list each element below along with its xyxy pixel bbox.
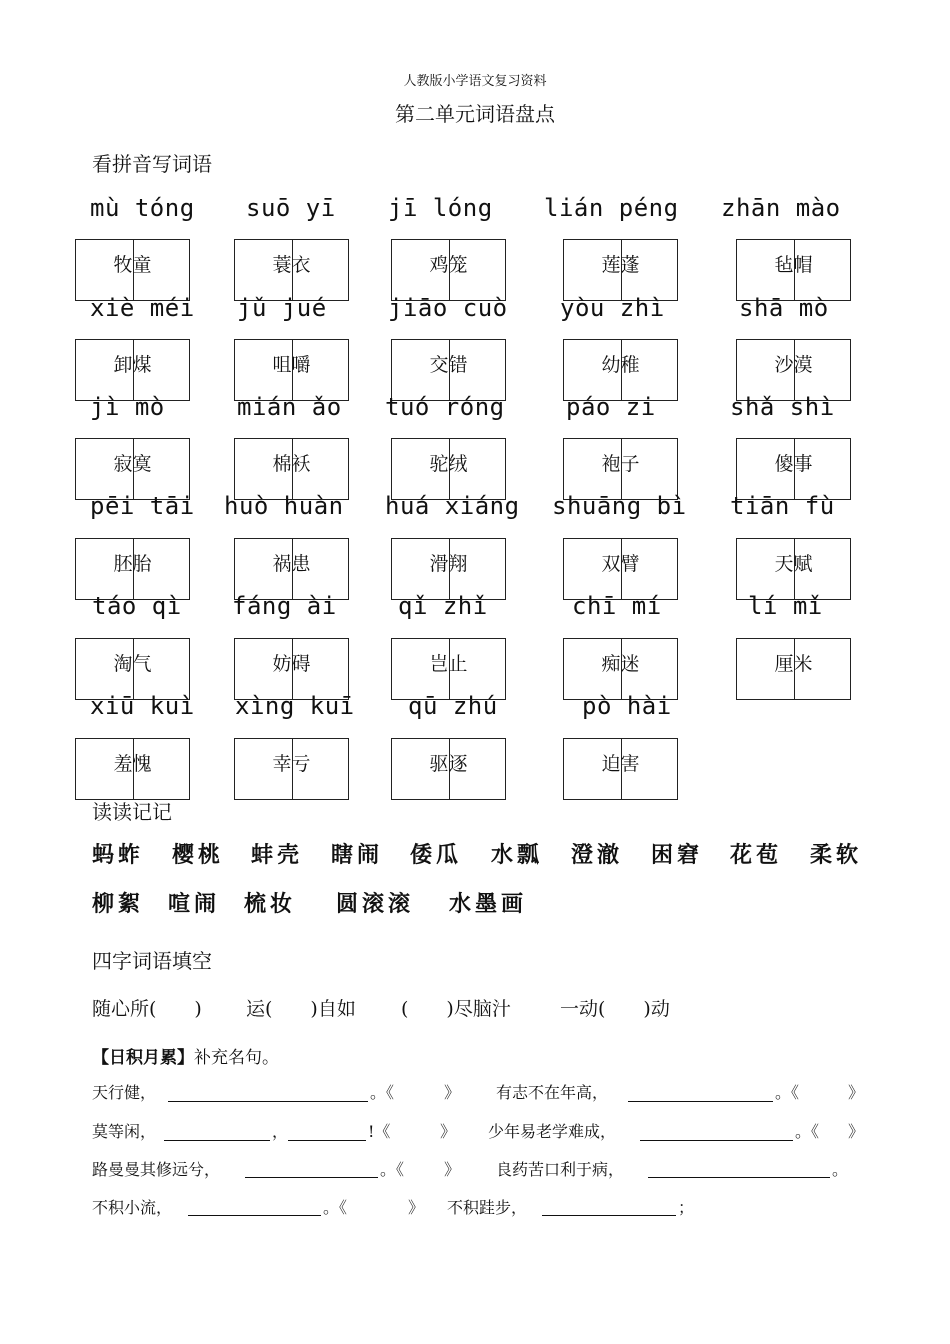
answer-text: 沙漠 xyxy=(774,354,813,376)
read-word: 圆滚滚 xyxy=(336,892,415,917)
answer-text: 岂止 xyxy=(429,653,468,675)
answer-text: 棉袄 xyxy=(272,453,311,475)
read-word: 蚌壳 xyxy=(251,843,304,868)
verse-punct: 。 xyxy=(832,1160,849,1179)
answer-box[interactable] xyxy=(75,339,190,401)
answer-box[interactable] xyxy=(736,638,851,700)
fill-item[interactable]: ( )尽脑汁 xyxy=(401,998,511,1020)
read-word: 蚂蚱 xyxy=(92,843,145,868)
pinyin-label: tiān fù xyxy=(730,492,835,520)
answer-box[interactable] xyxy=(736,538,851,600)
pinyin-label: lián péng xyxy=(544,194,679,222)
answer-box[interactable] xyxy=(391,538,506,600)
answer-box[interactable] xyxy=(234,239,349,301)
answer-box[interactable] xyxy=(75,239,190,301)
pinyin-label: shuāng bì xyxy=(552,492,687,520)
pinyin-label: chī mí xyxy=(572,592,662,620)
read-word: 倭瓜 xyxy=(410,843,463,868)
pinyin-label: qǐ zhǐ xyxy=(398,592,488,620)
answer-text: 驼绒 xyxy=(429,453,468,475)
fill-item[interactable]: 一动( )动 xyxy=(560,998,670,1020)
answer-text: 淘气 xyxy=(113,653,152,675)
answer-text: 幼稚 xyxy=(601,354,640,376)
verse-prompt: 路曼曼其修远兮， xyxy=(92,1160,221,1179)
verse-punct: 。《 xyxy=(380,1160,405,1179)
answer-blank[interactable] xyxy=(188,1215,321,1216)
read-word: 樱桃 xyxy=(172,843,225,868)
pinyin-label: lí mǐ xyxy=(748,592,823,620)
answer-box[interactable] xyxy=(563,638,678,700)
answer-box[interactable] xyxy=(736,438,851,500)
read-word: 瞎闹 xyxy=(331,843,384,868)
answer-box[interactable] xyxy=(391,638,506,700)
answer-blank[interactable] xyxy=(164,1140,270,1141)
answer-text: 卸煤 xyxy=(113,354,152,376)
answer-box[interactable] xyxy=(391,239,506,301)
answer-blank[interactable] xyxy=(628,1101,773,1102)
accum-bracket-title: 【日积月累】 xyxy=(92,1048,194,1068)
verse-punct: ； xyxy=(678,1198,695,1217)
answer-box[interactable] xyxy=(234,638,349,700)
pinyin-label: jiāo cuò xyxy=(388,294,508,322)
pinyin-label: xìng kuī xyxy=(235,692,355,720)
answer-box[interactable] xyxy=(563,538,678,600)
answer-text: 祸患 xyxy=(272,553,311,575)
answer-blank[interactable] xyxy=(288,1140,366,1141)
answer-blank[interactable] xyxy=(542,1215,676,1216)
answer-text: 双臂 xyxy=(601,553,640,575)
pinyin-label: táo qì xyxy=(92,592,182,620)
verse-prompt: 少年易老学难成， xyxy=(488,1122,617,1141)
pinyin-label: jǔ jué xyxy=(237,294,327,322)
answer-text: 胚胎 xyxy=(113,553,152,575)
verse-punct: 》 xyxy=(848,1083,865,1102)
pinyin-label: xiū kuì xyxy=(90,692,195,720)
pinyin-label: yòu zhì xyxy=(560,294,665,322)
pinyin-label: pēi tāi xyxy=(90,492,195,520)
answer-text: 驱逐 xyxy=(429,753,468,775)
answer-text: 妨碍 xyxy=(272,653,311,675)
read-word: 柔软 xyxy=(810,843,863,868)
section-pinyin-title: 看拼音写词语 xyxy=(92,152,212,176)
verse-prompt: 天行健， xyxy=(92,1083,157,1102)
answer-box[interactable] xyxy=(736,339,851,401)
fill-item[interactable]: 随心所( ) xyxy=(92,998,202,1020)
answer-text: 滑翔 xyxy=(429,553,468,575)
read-word: 澄澈 xyxy=(571,843,624,868)
accum-title xyxy=(92,1043,279,1068)
read-word: 水墨画 xyxy=(449,892,528,917)
verse-punct: 》 xyxy=(444,1160,461,1179)
answer-box[interactable] xyxy=(736,239,851,301)
answer-text: 寂寞 xyxy=(113,453,152,475)
answer-blank[interactable] xyxy=(168,1101,368,1102)
answer-text: 交错 xyxy=(429,354,468,376)
answer-box[interactable] xyxy=(563,239,678,301)
read-word: 水瓢 xyxy=(491,843,544,868)
answer-blank[interactable] xyxy=(648,1177,830,1178)
answer-box[interactable] xyxy=(75,538,190,600)
pinyin-label: xiè méi xyxy=(90,294,195,322)
answer-text: 蓑衣 xyxy=(272,254,311,276)
verse-punct: ， xyxy=(272,1122,289,1141)
answer-text: 痴迷 xyxy=(601,653,640,675)
verse-punct: 。《 xyxy=(370,1083,395,1102)
answer-text: 牧童 xyxy=(113,254,152,276)
answer-text: 咀嚼 xyxy=(272,354,311,376)
answer-box[interactable] xyxy=(234,738,349,800)
answer-box[interactable] xyxy=(391,438,506,500)
answer-text: 袍子 xyxy=(601,453,640,475)
verse-punct: 》 xyxy=(440,1122,457,1141)
verse-punct: 》 xyxy=(444,1083,461,1102)
verse-prompt: 有志不在年高， xyxy=(496,1083,609,1102)
verse-punct: 。《 xyxy=(323,1198,348,1217)
verse-punct: 》 xyxy=(408,1198,425,1217)
answer-box[interactable] xyxy=(75,738,190,800)
verse-punct: !《 xyxy=(368,1122,391,1141)
accum-instruction: 补充名句。 xyxy=(194,1048,279,1068)
answer-box[interactable] xyxy=(234,438,349,500)
answer-text: 毡帽 xyxy=(774,254,813,276)
answer-text: 天赋 xyxy=(774,553,813,575)
verse-punct: 》 xyxy=(848,1122,865,1141)
answer-box[interactable] xyxy=(234,538,349,600)
read-word: 喧闹 xyxy=(168,892,221,917)
pinyin-label: shǎ shì xyxy=(730,393,835,421)
pinyin-label: páo zi xyxy=(566,393,656,421)
verse-prompt: 不积小流， xyxy=(92,1198,173,1217)
answer-text: 幸亏 xyxy=(272,753,311,775)
answer-text: 傻事 xyxy=(774,453,813,475)
verse-prompt: 不积跬步， xyxy=(447,1198,528,1217)
answer-text: 羞愧 xyxy=(113,753,152,775)
read-word: 花苞 xyxy=(730,843,783,868)
section-fill-title: 四字词语填空 xyxy=(92,949,212,973)
answer-blank[interactable] xyxy=(640,1140,793,1141)
pinyin-label: pò hài xyxy=(582,692,672,720)
answer-box[interactable] xyxy=(391,738,506,800)
pinyin-label: zhān mào xyxy=(721,194,841,222)
answer-text: 迫害 xyxy=(601,753,640,775)
answer-box[interactable] xyxy=(563,339,678,401)
answer-box[interactable] xyxy=(234,339,349,401)
pinyin-label: fáng ài xyxy=(232,592,337,620)
verse-punct: 。《 xyxy=(795,1122,820,1141)
read-word: 困窘 xyxy=(651,843,704,868)
answer-text: 鸡笼 xyxy=(429,254,468,276)
pinyin-label: qū zhú xyxy=(408,692,498,720)
answer-text: 厘米 xyxy=(774,653,813,675)
pinyin-label: jī lóng xyxy=(388,194,493,222)
section-read-title: 读读记记 xyxy=(92,800,172,824)
verse-prompt: 良药苦口利于病， xyxy=(496,1160,625,1179)
read-word: 柳絮 xyxy=(92,892,145,917)
answer-box[interactable] xyxy=(563,738,678,800)
pinyin-label: mù tóng xyxy=(90,194,195,222)
pinyin-label: tuó róng xyxy=(385,393,505,421)
answer-box[interactable] xyxy=(391,339,506,401)
pinyin-label: shā mò xyxy=(739,294,829,322)
answer-text: 莲蓬 xyxy=(601,254,640,276)
pinyin-label: huò huàn xyxy=(224,492,344,520)
verse-prompt: 莫等闲， xyxy=(92,1122,157,1141)
pinyin-label: huá xiáng xyxy=(385,492,520,520)
verse-punct: 。《 xyxy=(775,1083,800,1102)
answer-blank[interactable] xyxy=(245,1177,378,1178)
answer-box[interactable] xyxy=(75,438,190,500)
pinyin-label: jì mò xyxy=(90,393,165,421)
pinyin-label: suō yī xyxy=(246,194,336,222)
doc-header: 人教版小学语文复习资料 xyxy=(403,74,547,89)
page-title: 第二单元词语盘点 xyxy=(395,102,555,126)
pinyin-label: mián ǎo xyxy=(237,393,342,421)
fill-item[interactable]: 运( )自如 xyxy=(246,998,356,1020)
answer-box[interactable] xyxy=(75,638,190,700)
answer-box[interactable] xyxy=(563,438,678,500)
read-word: 梳妆 xyxy=(244,892,297,917)
